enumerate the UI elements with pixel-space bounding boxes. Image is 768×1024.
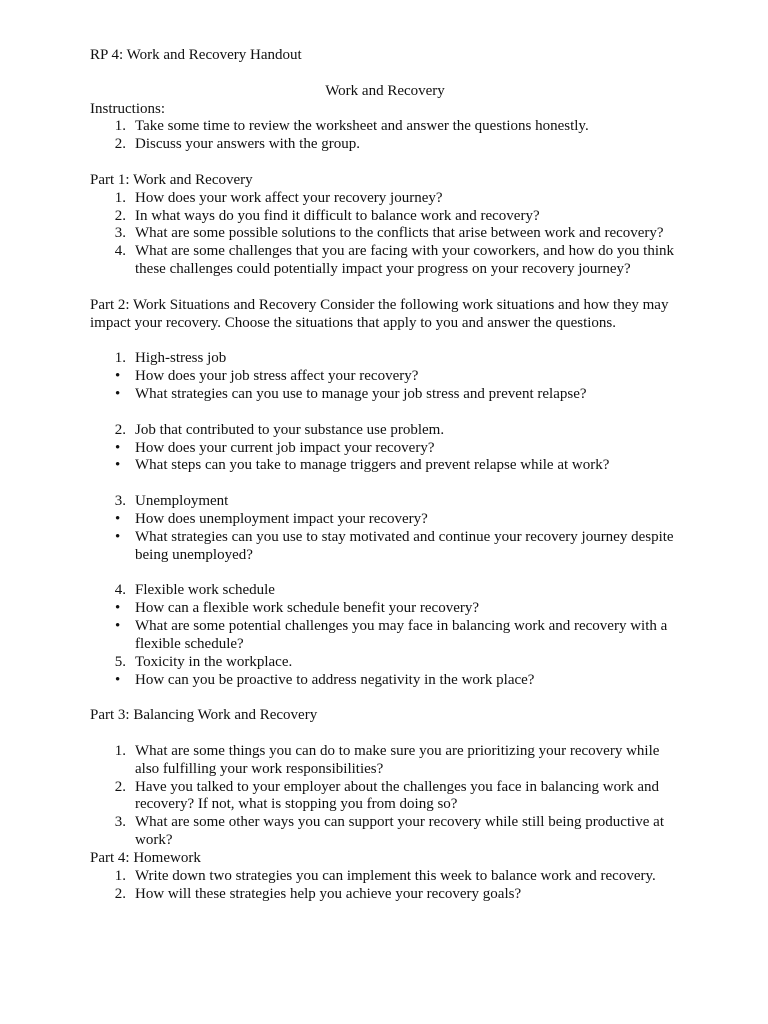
list-number: 1. — [114, 118, 126, 135]
bullet-icon: • — [115, 510, 121, 527]
bullet-icon: • — [115, 386, 121, 403]
situation-title — [90, 350, 680, 368]
question-item — [90, 814, 680, 850]
document-title: Work and Recovery — [325, 82, 445, 99]
homework-text: How will these strategies help you achieve your recovery goals? — [135, 885, 522, 902]
situation-title — [90, 654, 680, 672]
bullet-item — [90, 618, 680, 654]
bullet-icon: • — [115, 600, 121, 617]
question-item — [90, 779, 680, 815]
document-page — [90, 47, 680, 904]
instruction-item — [90, 136, 680, 154]
question-item — [90, 208, 680, 226]
bullet-item — [90, 386, 680, 404]
spacer — [90, 564, 680, 582]
bullet-item — [90, 672, 680, 690]
spacer — [90, 404, 680, 422]
question-text: What are some things you can do to make sure you are prioritizing your recovery while also fulfilling your work responsibilities? — [135, 742, 660, 777]
spacer — [90, 279, 680, 297]
homework-text: Write down two strategies you can implement this week to balance work and recovery. — [135, 867, 656, 884]
list-number: 1. — [114, 350, 126, 367]
list-number: 1. — [114, 189, 126, 206]
bullet-item — [90, 600, 680, 618]
instruction-text: Discuss your answers with the group. — [135, 136, 360, 153]
bullet-icon: • — [115, 457, 121, 474]
bullet-icon: • — [115, 528, 121, 545]
list-number: 3. — [114, 814, 126, 831]
bullet-text: How can a flexible work schedule benefit your recovery? — [135, 600, 480, 617]
situation-text: Unemployment — [135, 493, 229, 510]
bullet-icon: • — [115, 439, 121, 456]
spacer — [90, 65, 680, 83]
bullet-item — [90, 368, 680, 386]
list-number: 2. — [114, 885, 126, 902]
instruction-text: Take some time to review the worksheet and answer the questions honestly. — [135, 118, 589, 135]
bullet-text: How does your job stress affect your recovery? — [135, 368, 419, 385]
list-number: 2. — [114, 136, 126, 153]
spacer — [90, 475, 680, 493]
situation-text: Toxicity in the workplace. — [135, 653, 293, 670]
situation-title — [90, 422, 680, 440]
spacer — [90, 333, 680, 351]
part3-heading: Part 3: Balancing Work and Recovery — [90, 707, 318, 724]
bullet-text: What steps can you take to manage triggers and prevent relapse while at work? — [135, 457, 610, 474]
list-number: 3. — [114, 225, 126, 242]
list-number: 4. — [114, 243, 126, 260]
question-text: Have you talked to your employer about the challenges you face in balancing work and recovery? If not, what is stopping you from doing so? — [135, 778, 659, 813]
question-item — [90, 243, 680, 279]
spacer — [90, 689, 680, 707]
bullet-text: What strategies can you use to manage your job stress and prevent relapse? — [135, 386, 587, 403]
bullet-text: How does your current job impact your recovery? — [135, 439, 435, 456]
situation-text: Flexible work schedule — [135, 582, 275, 599]
bullet-item — [90, 440, 680, 458]
question-text: What are some challenges that you are facing with your coworkers, and how do you think these challenges could potentially impact your progress on your recovery journey? — [135, 243, 675, 278]
bullet-text: How can you be proactive to address negativity in the work place? — [135, 671, 535, 688]
question-item — [90, 743, 680, 779]
bullet-icon: • — [115, 671, 121, 688]
homework-item — [90, 868, 680, 886]
bullet-item — [90, 529, 680, 565]
question-item — [90, 190, 680, 208]
list-number: 2. — [114, 778, 126, 795]
question-text: How does your work affect your recovery journey? — [135, 189, 443, 206]
bullet-text: What are some potential challenges you may face in balancing work and recovery with a flexible schedule? — [135, 618, 668, 652]
part2-heading: Part 2: Work Situations and Recovery Consider the following work situations and how they may impact your recovery. Choose the situations that apply to you and answer the questions. — [90, 296, 669, 331]
homework-item — [90, 886, 680, 904]
list-number: 1. — [114, 867, 126, 884]
question-text: What are some possible solutions to the conflicts that arise between work and recovery? — [135, 225, 664, 242]
list-number: 1. — [114, 742, 126, 759]
part4-heading: Part 4: Homework — [90, 849, 201, 866]
list-number: 2. — [114, 207, 126, 224]
list-number: 2. — [114, 421, 126, 438]
bullet-item — [90, 457, 680, 475]
question-item — [90, 225, 680, 243]
question-text: In what ways do you find it difficult to balance work and recovery? — [135, 207, 540, 224]
list-number: 4. — [114, 582, 126, 599]
spacer — [90, 725, 680, 743]
situation-text: High-stress job — [135, 350, 227, 367]
situation-title — [90, 493, 680, 511]
bullet-text: What strategies can you use to stay motivated and continue your recovery journey despite being unemployed? — [135, 528, 674, 563]
bullet-text: How does unemployment impact your recovery? — [135, 510, 428, 527]
situation-title — [90, 582, 680, 600]
part1-heading: Part 1: Work and Recovery — [90, 171, 253, 188]
bullet-icon: • — [115, 618, 121, 634]
document-header: RP 4: Work and Recovery Handout — [90, 47, 302, 63]
instruction-item — [90, 118, 680, 136]
spacer — [90, 154, 680, 172]
bullet-item — [90, 511, 680, 529]
list-number: 5. — [114, 653, 126, 670]
bullet-icon: • — [115, 368, 121, 385]
question-text: What are some other ways you can support your recovery while still being productive at work? — [135, 814, 665, 849]
list-number: 3. — [114, 493, 126, 510]
instructions-heading: Instructions: — [90, 100, 165, 117]
situation-text: Job that contributed to your substance use problem. — [135, 421, 445, 438]
